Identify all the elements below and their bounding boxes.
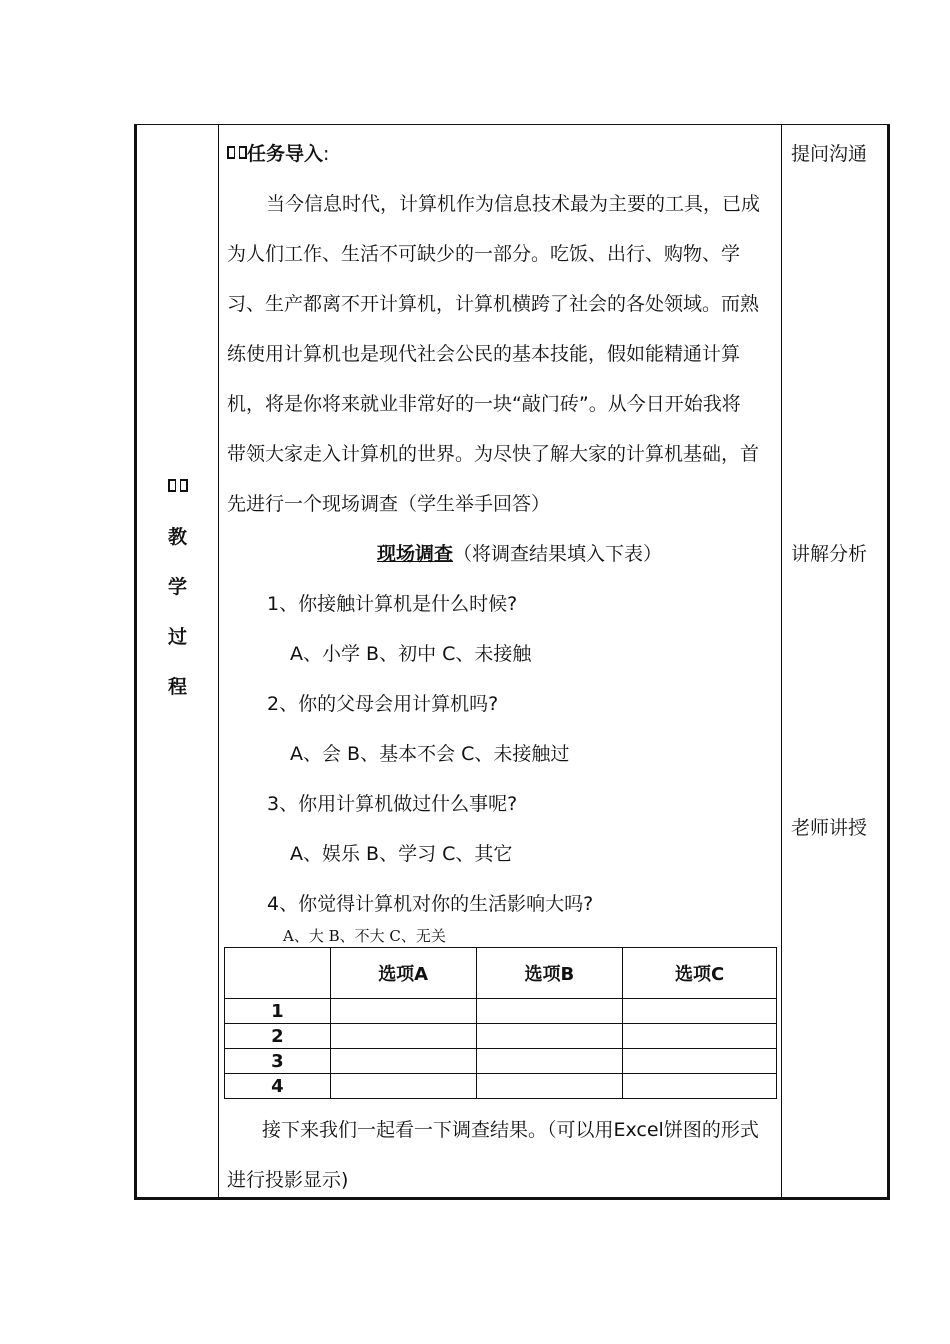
table-row [225,1049,777,1074]
label-char: 学 [167,576,187,598]
paragraph-line: 机，将是你将来就业非常好的一块“敲门砖”。从今日开始我将 [227,393,741,415]
table-header: 选项C [623,948,777,999]
paragraph-line: 为人们工作、生活不可缺少的一部分。吃饭、出行、购物、学 [227,243,741,265]
teaching-note: 老师讲授 [791,817,868,839]
table-cell[interactable] [476,1074,623,1099]
paragraph-line: 习、生产都离不开计算机，计算机横跨了社会的各处领域。而熟 [227,293,760,315]
table-cell[interactable] [330,999,476,1024]
table-header: 选项A [330,948,476,999]
paragraph-line: 先进行一个现场调查（学生举手回答） [227,493,551,515]
left-column [137,125,218,1197]
question-options: A、娱乐 B、学习 C、其它 [290,843,513,865]
task-colon: : [323,143,330,165]
closing-line: 进行投影显示) [227,1169,349,1191]
paragraph-line: 当今信息时代，计算机作为信息技术最为主要的工具，已成 [266,193,761,215]
lesson-table [134,124,890,1200]
table-row [225,1074,777,1099]
survey-title: 现场调查 [377,543,454,565]
question-options: A、小学 B、初中 C、未接触 [290,643,532,665]
book-icon [227,146,247,162]
survey-note: （将调查结果填入下表） [453,543,663,565]
question: 4、你觉得计算机对你的生活影响大吗? [267,893,594,915]
table-header-row [225,948,777,999]
table-cell[interactable] [476,999,623,1024]
survey-table [224,947,777,1099]
table-cell[interactable] [330,1049,476,1074]
task-heading-line [227,139,329,166]
teaching-note: 提问沟通 [791,143,868,165]
column-divider [218,125,219,1197]
table-cell[interactable] [623,1024,777,1049]
row-number: 1 [225,999,331,1024]
table-row [225,999,777,1024]
table-cell[interactable] [623,1049,777,1074]
closing-line: 接下来我们一起看一下调查结果。（可以用Excel饼图的形式 [262,1119,759,1141]
question: 2、你的父母会用计算机吗? [267,693,499,715]
row-number: 4 [225,1074,331,1099]
section-label [137,475,218,725]
column-divider [781,125,782,1197]
question: 1、你接触计算机是什么时候? [267,593,518,615]
row-number: 3 [225,1049,331,1074]
table-cell[interactable] [623,999,777,1024]
task-heading: 任务导入 [247,143,324,165]
paragraph-line: 带领大家走入计算机的世界。为尽快了解大家的计算机基础，首 [227,443,760,465]
survey-title-line [377,539,662,566]
book-icon [168,479,188,495]
label-char: 教 [167,526,187,548]
question: 3、你用计算机做过什么事呢? [267,793,518,815]
question-options: A、会 B、基本不会 C、未接触过 [290,743,570,765]
table-header: 选项B [476,948,623,999]
table-cell[interactable] [330,1024,476,1049]
table-cell[interactable] [476,1049,623,1074]
teaching-note: 讲解分析 [791,543,868,565]
table-row [225,1024,777,1049]
paragraph-line: 练使用计算机也是现代社会公民的基本技能，假如能精通计算 [227,343,741,365]
table-cell[interactable] [476,1024,623,1049]
table-header [225,948,331,999]
label-char: 程 [167,676,187,698]
table-cell[interactable] [330,1074,476,1099]
question-options: A、大 B、不大 C、无关 [283,927,446,945]
label-char: 过 [167,626,187,648]
row-number: 2 [225,1024,331,1049]
table-cell[interactable] [623,1074,777,1099]
